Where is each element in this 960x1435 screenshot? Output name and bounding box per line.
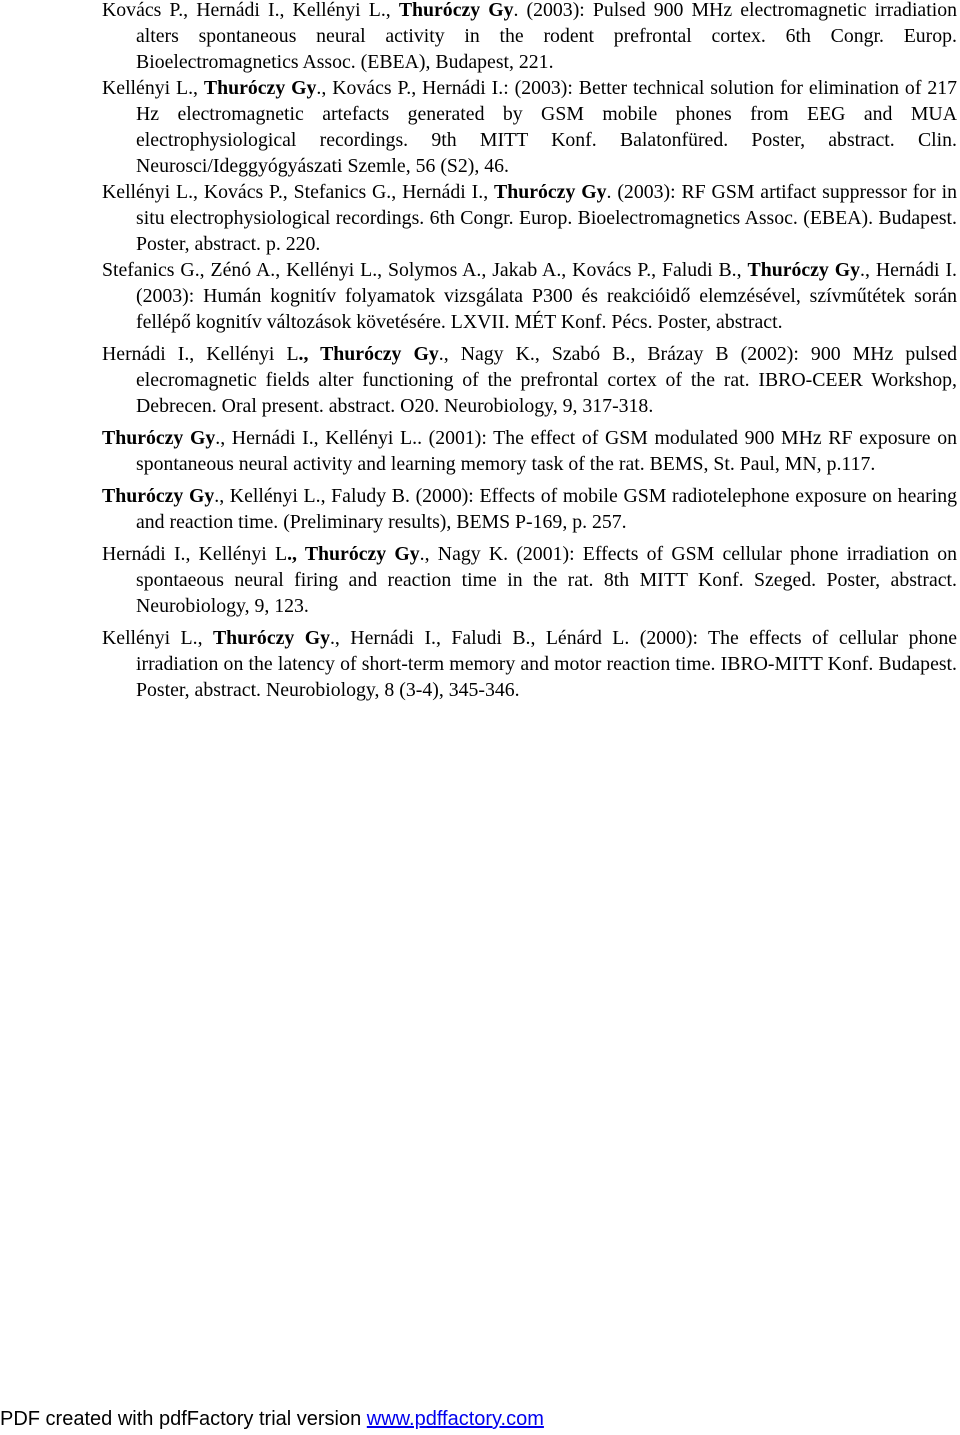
- pdf-footer: [0, 1406, 544, 1432]
- ref-text: Kellényi L., Kovács P., Stefanics G., Hernádi I.,: [102, 181, 495, 203]
- ref-text: ., Nagy K., Szabó B., Brázay B (2002): 900 MHz pulsed elecromagnetic fields alter functioning of the prefrontal cortex of the rat. IBRO-CEER Workshop, Debrecen. Oral present. abstract. O20. Neurobiology, 9, 317-318.: [136, 343, 957, 417]
- ref-author-bold: ., Thuróczy Gy: [287, 543, 420, 565]
- ref-text: ., Hernádi I., Faludi B., Lénárd L. (2000): The effects of cellular phone irradiation on the latency of short-term memory and motor reaction time. IBRO-MITT Konf. Budapest. Poster, abstract. Neurobiology, 8 (3-4), 345-346.: [136, 627, 957, 701]
- footer-text: PDF created with pdfFactory trial version: [0, 1408, 367, 1430]
- reference-item: [102, 483, 957, 535]
- ref-text: Kellényi L.,: [102, 77, 204, 99]
- reference-item: [102, 75, 957, 179]
- ref-author-bold: Thuróczy Gy: [203, 77, 317, 99]
- ref-text: ., Kovács P., Hernádi I.: (2003): Better technical solution for elimination of 217 Hz electromagnetic artefacts generated by GSM mobile phones from EEG and MUA electrophysiological recordings. 9th MITT Konf. Balatonfüred. Poster, abstract. Clin. Neurosci/Ideggyógyászati Szemle, 56 (S2), 46.: [136, 77, 957, 177]
- ref-text: Stefanics G., Zénó A., Kellényi L., Solymos A., Jakab A., Kovács P., Faludi B.,: [102, 259, 748, 281]
- ref-text: ., Hernádi I. (2003): Humán kognitív folyamatok vizsgálata P300 és reakcióidő elemzésével, szívműtétek során fellépő kognitív változások követésére. LXVII. MÉT Konf. Pécs. Poster, abstract.: [136, 259, 957, 333]
- ref-text: Hernádi I., Kellényi L: [102, 343, 299, 365]
- reference-item: [102, 257, 957, 335]
- ref-text: ., Kellényi L., Faludy B. (2000): Effects of mobile GSM radiotelephone exposure on hearing and reaction time. (Preliminary results), BEMS P-169, p. 257.: [136, 485, 957, 533]
- ref-author-bold: Thuróczy Gy: [747, 259, 861, 281]
- ref-text: . (2003): Pulsed 900 MHz electromagnetic irradiation alters spontaneous neural activity in the rodent prefrontal cortex. 6th Congr. Europ. Bioelectromagnetics Assoc. (EBEA), Budapest, 221.: [136, 0, 957, 73]
- reference-item: [102, 179, 957, 257]
- reference-item: [102, 541, 957, 619]
- ref-text: Kellényi L.,: [102, 627, 213, 649]
- reference-item: [102, 0, 957, 75]
- ref-author-bold: Thuróczy Gy: [212, 627, 330, 649]
- ref-text: ., Nagy K. (2001): Effects of GSM cellular phone irradiation on spontaeous neural firing and reaction time in the rat. 8th MITT Konf. Szeged. Poster, abstract. Neurobiology, 9, 123.: [136, 543, 957, 617]
- ref-author-bold: Thuróczy Gy: [102, 427, 216, 449]
- ref-text: . (2003): RF GSM artifact suppressor for in situ electrophysiological recordings. 6th Congr. Europ. Bioelectromagnetics Assoc. (EBEA). Budapest. Poster, abstract. p. 220.: [136, 181, 957, 255]
- reference-item: [102, 625, 957, 703]
- ref-author-bold: Thuróczy Gy: [494, 181, 607, 203]
- ref-text: Kovács P., Hernádi I., Kellényi L.,: [102, 0, 399, 21]
- ref-text: ., Hernádi I., Kellényi L.. (2001): The effect of GSM modulated 900 MHz RF exposure on spontaneous neural activity and learning memory task of the rat. BEMS, St. Paul, MN, p.117.: [136, 427, 957, 475]
- reference-item: [102, 425, 957, 477]
- reference-list: [102, 0, 957, 703]
- ref-author-bold: Thuróczy Gy: [102, 485, 215, 507]
- footer-link[interactable]: www.pdffactory.com: [366, 1408, 544, 1430]
- ref-text: Hernádi I., Kellényi L: [102, 543, 288, 565]
- reference-item: [102, 341, 957, 419]
- ref-author-bold: ., Thuróczy Gy: [298, 343, 439, 365]
- ref-author-bold: Thuróczy Gy: [398, 0, 514, 21]
